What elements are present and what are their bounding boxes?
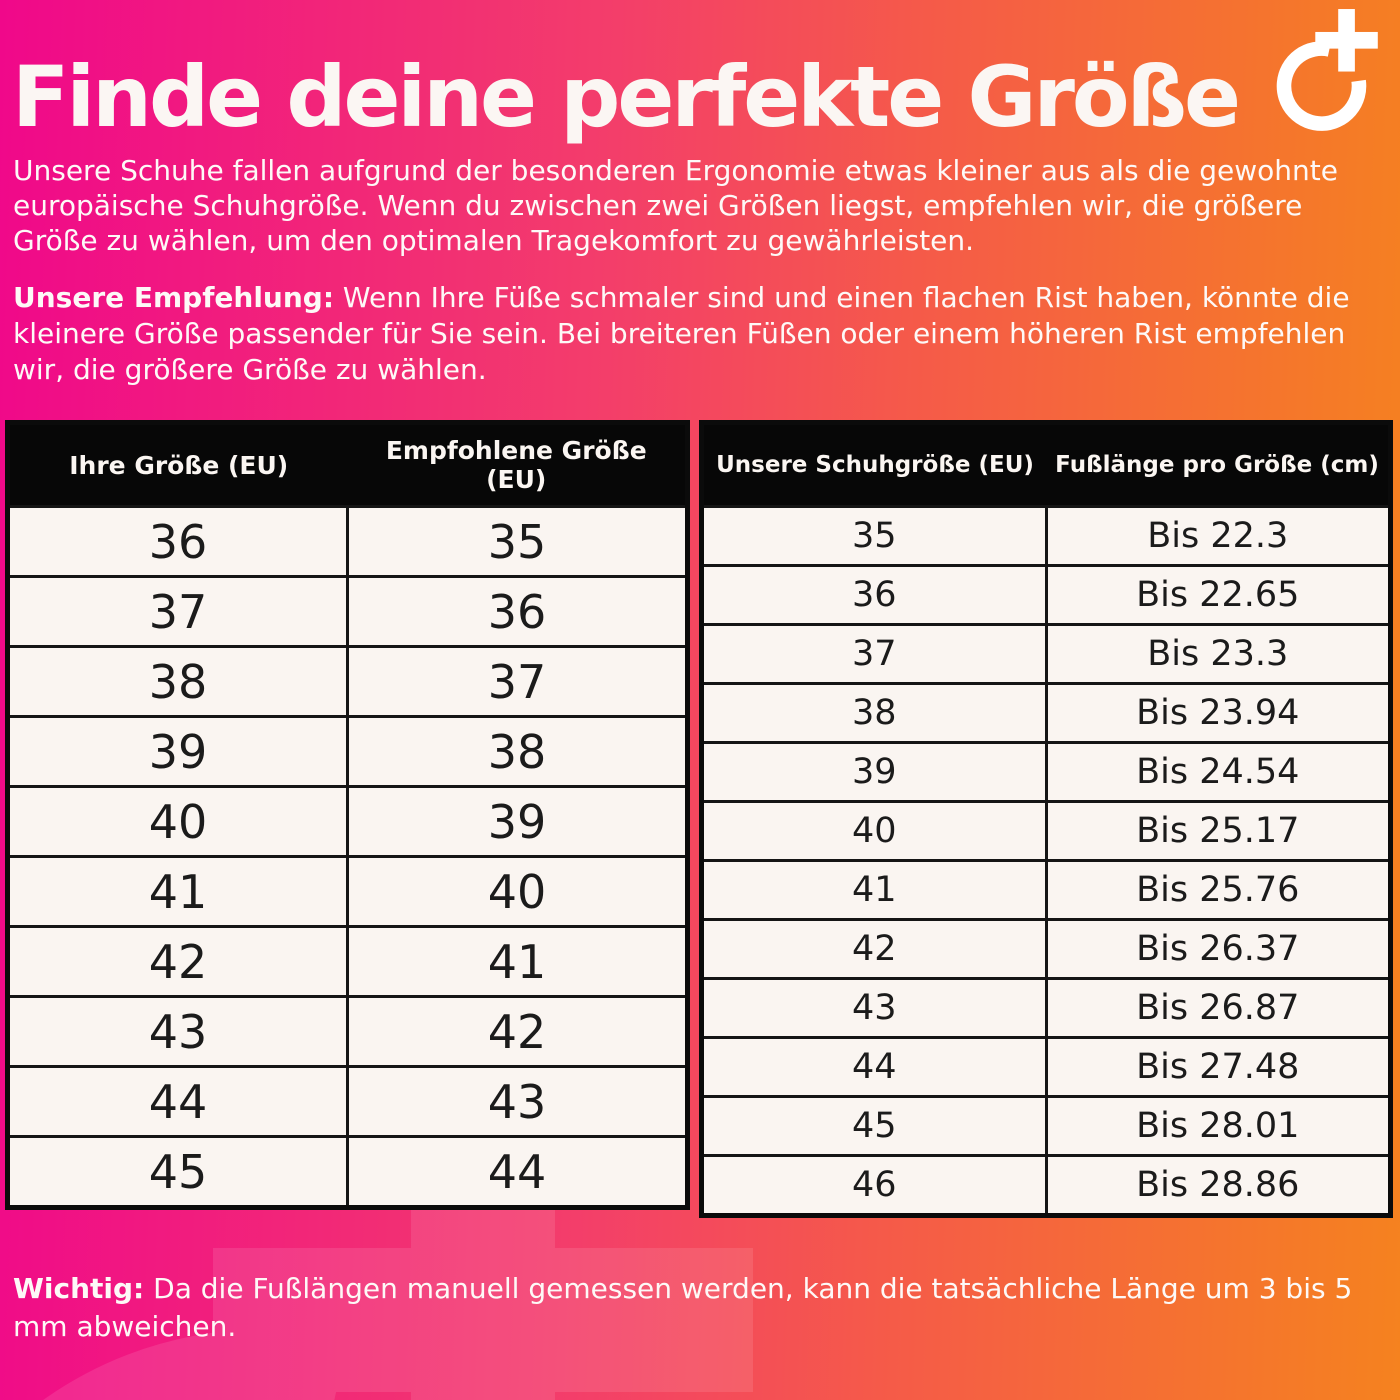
- table-cell: Bis 27.48: [1046, 1038, 1391, 1097]
- table-cell: 36: [348, 577, 688, 647]
- table-cell: Bis 25.17: [1046, 802, 1391, 861]
- table-cell: 44: [702, 1038, 1047, 1097]
- intro-text: Unsere Schuhe fallen aufgrund der besonderen Ergonomie etwas kleiner aus als die gewohnte europäische Schuhgröße. Wenn du zwischen zwei Größen liegst, empfehlen wir, die größere Größe zu wählen, um den optimalen Tragekomfort zu gewährleisten.: [13, 154, 1338, 257]
- table-row: [8, 577, 688, 647]
- header-row: [8, 423, 688, 507]
- table-cell: 43: [8, 997, 348, 1067]
- table-row: [702, 1038, 1391, 1097]
- table-row: [702, 861, 1391, 920]
- table-row: [8, 1067, 688, 1137]
- table-cell: 42: [348, 997, 688, 1067]
- important-note: [13, 1270, 1373, 1346]
- table-row: [702, 979, 1391, 1038]
- table-cell: 36: [702, 566, 1047, 625]
- table-row: [702, 920, 1391, 979]
- page-title: Finde deine perfekte Größe: [12, 48, 1238, 146]
- o-plus-logo-icon: [1258, 8, 1383, 133]
- table-cell: 40: [348, 857, 688, 927]
- table-cell: Bis 28.86: [1046, 1156, 1391, 1216]
- table-cell: 35: [702, 507, 1047, 566]
- column-header-shoe-size: Unsere Schuhgröße (EU): [702, 423, 1047, 507]
- note-label: Wichtig:: [13, 1272, 145, 1305]
- foot-length-table: [699, 420, 1393, 1218]
- table-row: [702, 684, 1391, 743]
- table-cell: 44: [8, 1067, 348, 1137]
- table-row: [702, 1097, 1391, 1156]
- table-cell: Bis 23.3: [1046, 625, 1391, 684]
- table-cell: Bis 26.87: [1046, 979, 1391, 1038]
- table-row: [8, 717, 688, 787]
- column-header-your-size: Ihre Größe (EU): [8, 423, 348, 507]
- table-row: [8, 507, 688, 577]
- table-cell: 35: [348, 507, 688, 577]
- table-cell: 43: [702, 979, 1047, 1038]
- table-row: [702, 802, 1391, 861]
- table-cell: 41: [348, 927, 688, 997]
- table-row: [8, 1137, 688, 1208]
- recommendation-text: [13, 280, 1391, 388]
- table-cell: 43: [348, 1067, 688, 1137]
- table-cell: Bis 22.65: [1046, 566, 1391, 625]
- table-row: [8, 927, 688, 997]
- table-cell: 37: [8, 577, 348, 647]
- table-cell: 40: [8, 787, 348, 857]
- table-cell: 39: [8, 717, 348, 787]
- table-cell: 42: [8, 927, 348, 997]
- recommendation-body: Wenn Ihre Füße schmaler sind und einen flachen Rist haben, könnte die kleinere Größe passender für Sie sein. Bei breiteren Füßen oder einem höheren Rist empfehlen wir, die größere Größe zu wählen.: [13, 281, 1350, 386]
- note-body: Da die Fußlängen manuell gemessen werden, kann die tatsächliche Länge um 3 bis 5 mm abweichen.: [13, 1272, 1353, 1343]
- table-cell: 42: [702, 920, 1047, 979]
- table-row: [702, 743, 1391, 802]
- table-cell: 38: [702, 684, 1047, 743]
- table-header: [8, 423, 688, 507]
- table-cell: Bis 23.94: [1046, 684, 1391, 743]
- table-row: [8, 647, 688, 717]
- table-body: [8, 507, 688, 1208]
- recommendation-label: Unsere Empfehlung:: [13, 281, 335, 314]
- table-row: [8, 787, 688, 857]
- table-cell: 36: [8, 507, 348, 577]
- table-cell: 37: [702, 625, 1047, 684]
- table-row: [702, 625, 1391, 684]
- table-cell: 41: [8, 857, 348, 927]
- table-cell: 37: [348, 647, 688, 717]
- table-row: [702, 507, 1391, 566]
- table-cell: 41: [702, 861, 1047, 920]
- column-header-recommended-size: Empfohlene Größe (EU): [348, 423, 688, 507]
- table-cell: 40: [702, 802, 1047, 861]
- table-row: [8, 857, 688, 927]
- table-cell: Bis 25.76: [1046, 861, 1391, 920]
- table-cell: 39: [702, 743, 1047, 802]
- table-cell: Bis 24.54: [1046, 743, 1391, 802]
- table-cell: 38: [348, 717, 688, 787]
- header-row: [702, 423, 1391, 507]
- table-cell: Bis 22.3: [1046, 507, 1391, 566]
- table-cell: 46: [702, 1156, 1047, 1216]
- column-header-foot-length: Fußlänge pro Größe (cm): [1046, 423, 1391, 507]
- table-cell: 38: [8, 647, 348, 717]
- table-cell: Bis 28.01: [1046, 1097, 1391, 1156]
- size-conversion-table: [5, 420, 690, 1210]
- table-cell: Bis 26.37: [1046, 920, 1391, 979]
- table-cell: 45: [8, 1137, 348, 1208]
- table-body: [702, 507, 1391, 1216]
- table-cell: 45: [702, 1097, 1047, 1156]
- table-cell: 44: [348, 1137, 688, 1208]
- table-row: [702, 1156, 1391, 1216]
- table-row: [8, 997, 688, 1067]
- table-header: [702, 423, 1391, 507]
- table-cell: 39: [348, 787, 688, 857]
- table-row: [702, 566, 1391, 625]
